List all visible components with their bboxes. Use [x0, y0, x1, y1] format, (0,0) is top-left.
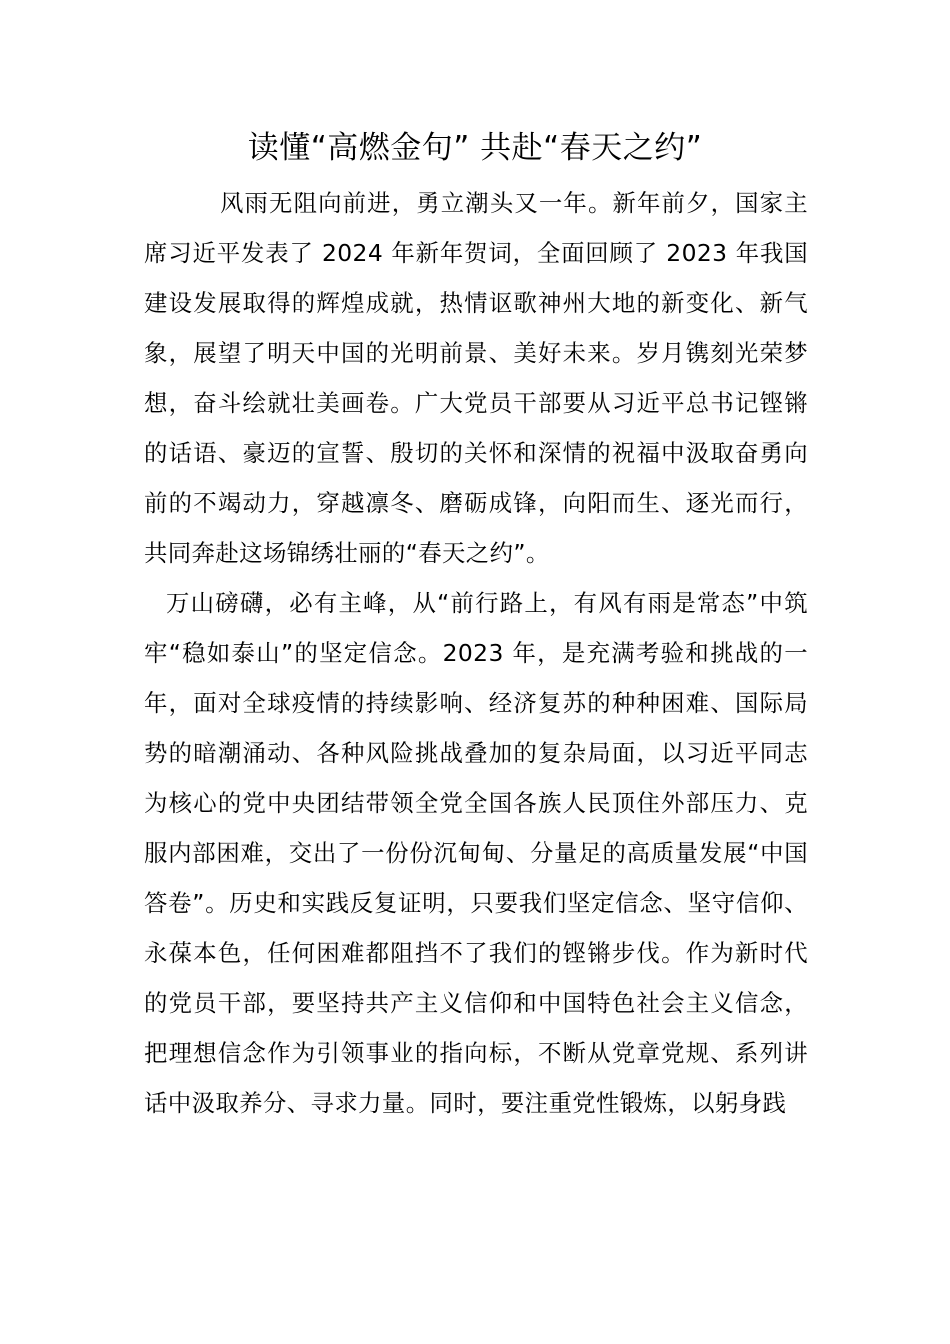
paragraph-2: 万山磅礴，必有主峰，从“前行路上，有风有雨是常态”中筑牢“稳如泰山”的坚定信念。2023 年，是充满考验和挑战的一年，面对全球疫情的持续影响、经济复苏的种种困难、国际局势的暗潮涌动、各种风险挑战叠加的复杂局面，以习近平同志为核心的党中央团结带领全党全国各族人民顶住外部压力、克服内部困难，交出了一份份沉甸甸、分量足的高质量发展“中国答卷”。历史和实践反复证明，只要我们坚定信念、坚守信仰、永葆本色，任何困难都阻挡不了我们的铿锵步伐。作为新时代的党员干部，要坚持共产主义信仰和中国特色社会主义信念，把理想信念作为引领事业的指向标，不断从党章党规、系列讲话中汲取养分、寻求力量。同时，要注重党性锻炼，以躬身践 [144, 589, 808, 1117]
paragraph-1: 风雨无阻向前进，勇立潮头又一年。新年前夕，国家主席习近平发表了 2024 年新年贺词，全面回顾了 2023 年我国建设发展取得的辉煌成就，热情讴歌神州大地的新变化、新气象，展望了明天中国的光明前景、美好未来。岁月镌刻光荣梦想，奋斗绘就壮美画卷。广大党员干部要从习近平总书记铿锵的话语、豪迈的宣誓、殷切的关怀和深情的祝福中汲取奋勇向前的不竭动力，穿越凛冬、磨砺成锋，向阳而生、逐光而行，共同奔赴这场锦绣壮丽的“春天之约”。 [144, 189, 808, 567]
document-body [144, 178, 808, 1128]
document-title: 读懂“高燃金句” 共赴“春天之约” [247, 130, 703, 166]
